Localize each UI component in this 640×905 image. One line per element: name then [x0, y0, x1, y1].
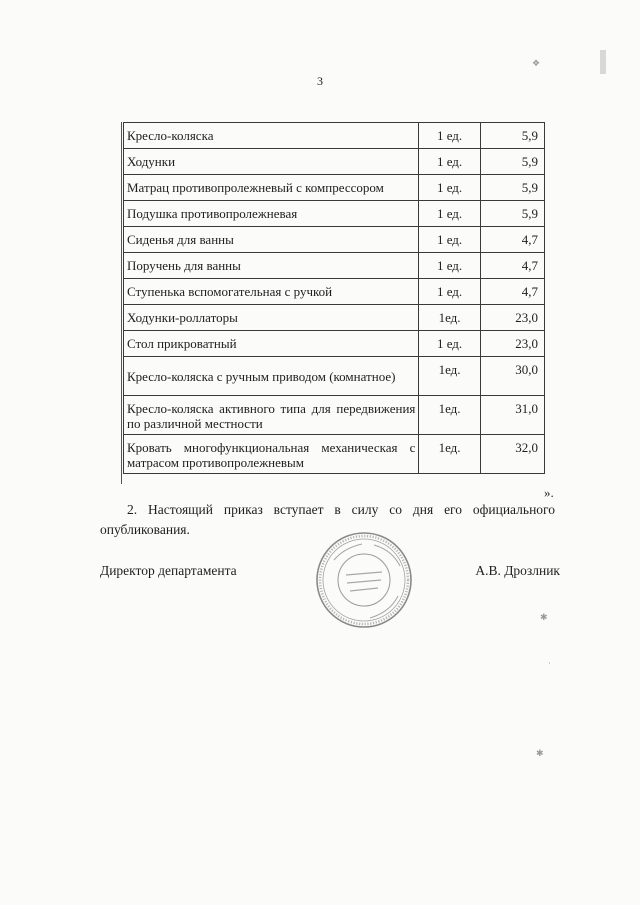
- item-unit: 1 ед.: [419, 175, 480, 201]
- item-unit: 1ед.: [419, 396, 480, 435]
- item-name: Стол прикроватный: [124, 331, 419, 357]
- scan-speck: ✱: [540, 612, 548, 622]
- item-unit: 1 ед.: [419, 331, 480, 357]
- item-name: Кровать многофункциональная механическая с матрасом противопролежневым: [124, 435, 419, 474]
- item-name: Ходунки: [124, 149, 419, 175]
- item-value: 5,9: [480, 201, 544, 227]
- scan-speck: ✱: [536, 748, 544, 758]
- table-row: [124, 253, 545, 279]
- table-row: [124, 331, 545, 357]
- item-name: Поручень для ванны: [124, 253, 419, 279]
- table-row: [124, 175, 545, 201]
- scan-speck: ·: [548, 658, 551, 668]
- table-row: [124, 435, 545, 474]
- official-seal-stamp: [314, 530, 414, 630]
- table-left-rule: [121, 122, 122, 484]
- item-unit: 1 ед.: [419, 123, 480, 149]
- item-name: Кресло-коляска с ручным приводом (комнатное): [124, 357, 419, 396]
- item-value: 5,9: [480, 123, 544, 149]
- item-unit: 1ед.: [419, 305, 480, 331]
- items-table: [123, 122, 545, 474]
- item-unit: 1 ед.: [419, 279, 480, 305]
- table-row: [124, 357, 545, 396]
- item-name: Сиденья для ванны: [124, 227, 419, 253]
- item-value: 4,7: [480, 253, 544, 279]
- item-unit: 1 ед.: [419, 201, 480, 227]
- table-row: [124, 123, 545, 149]
- item-value: 5,9: [480, 149, 544, 175]
- scan-speck: [600, 50, 606, 74]
- item-name: Подушка противопролежневая: [124, 201, 419, 227]
- item-value: 32,0: [480, 435, 544, 474]
- table-row: [124, 201, 545, 227]
- item-value: 4,7: [480, 227, 544, 253]
- item-value: 4,7: [480, 279, 544, 305]
- item-unit: 1 ед.: [419, 227, 480, 253]
- item-name: Матрац противопролежневый с компрессором: [124, 175, 419, 201]
- item-unit: 1ед.: [419, 357, 480, 396]
- table-row: [124, 149, 545, 175]
- item-unit: 1 ед.: [419, 253, 480, 279]
- table-row: [124, 227, 545, 253]
- page-number: 3: [317, 74, 323, 88]
- item-value: 5,9: [480, 175, 544, 201]
- table-row: [124, 305, 545, 331]
- table-row: [124, 396, 545, 435]
- effective-date-paragraph: 2. Настоящий приказ вступает в силу со дня его официального опубликования.: [100, 502, 555, 537]
- item-value: 30,0: [480, 357, 544, 396]
- item-name: Кресло-коляска активного типа для передвижения по различной местности: [124, 396, 419, 435]
- signer-position: Директор департамента: [100, 563, 237, 578]
- item-name: Кресло-коляска: [124, 123, 419, 149]
- item-value: 23,0: [480, 305, 544, 331]
- table-row: [124, 279, 545, 305]
- item-unit: 1 ед.: [419, 149, 480, 175]
- signer-name: А.В. Дрозлник: [475, 563, 560, 578]
- item-value: 31,0: [480, 396, 544, 435]
- item-unit: 1ед.: [419, 435, 480, 474]
- item-name: Ступенька вспомогательная с ручкой: [124, 279, 419, 305]
- item-name: Ходунки-роллаторы: [124, 305, 419, 331]
- item-value: 23,0: [480, 331, 544, 357]
- scan-speck: ❖: [532, 58, 541, 68]
- closing-quote-mark: ».: [544, 485, 554, 500]
